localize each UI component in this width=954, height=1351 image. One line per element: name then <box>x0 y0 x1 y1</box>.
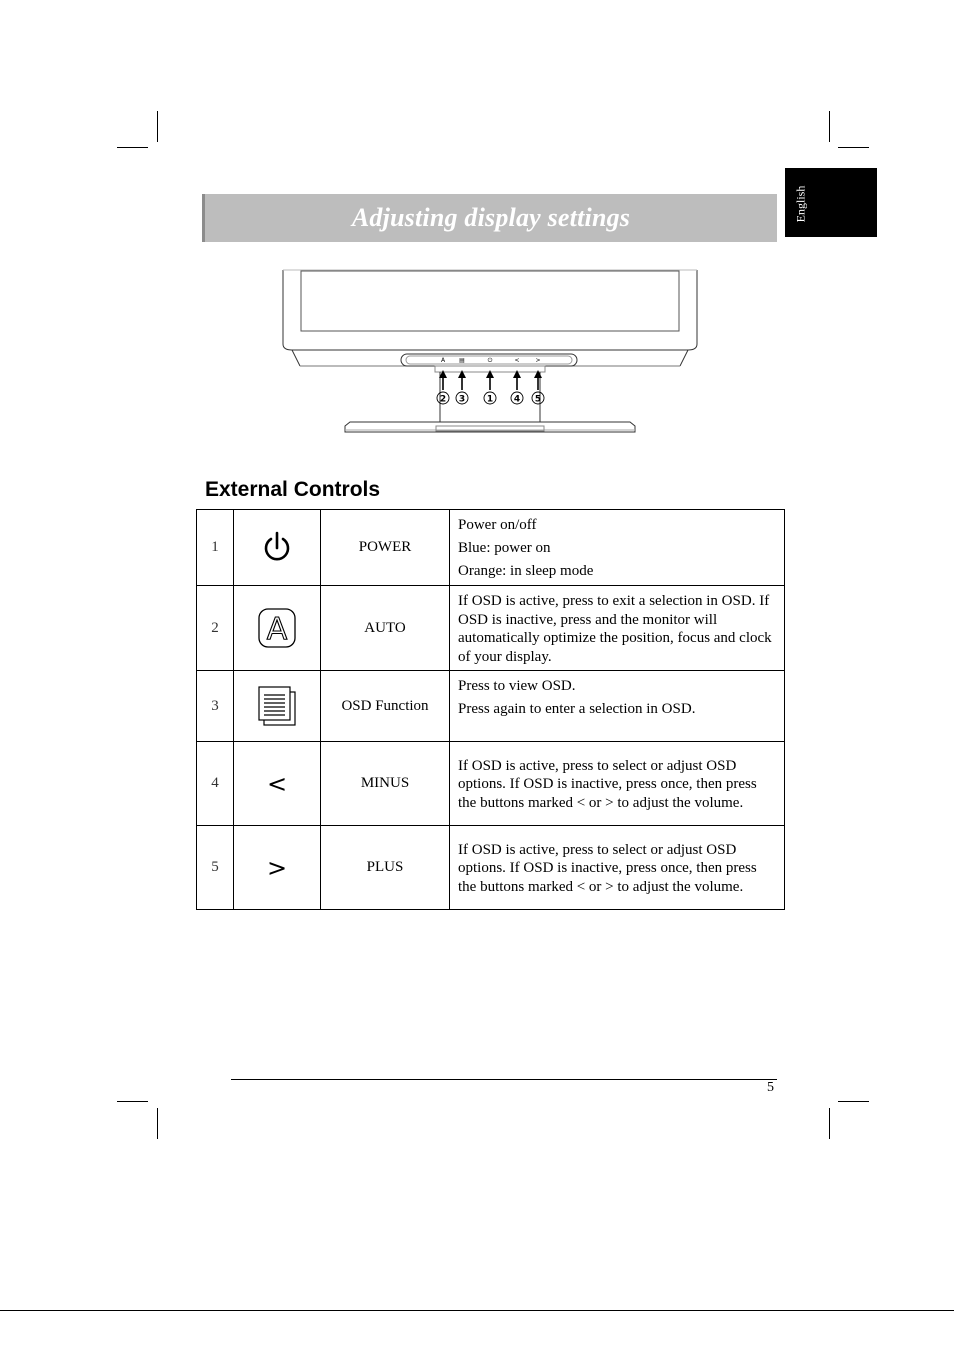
language-tab <box>785 168 877 237</box>
section-title: External Controls <box>205 478 381 501</box>
description-line: If OSD is active, press to select or adjust OSD options. If OSD is inactive, press once, then press the buttons marked < or > to adjust the volume. <box>458 757 757 811</box>
power-icon <box>262 531 292 565</box>
description-line: Orange: in sleep mode <box>458 563 594 580</box>
control-name: POWER <box>321 510 450 586</box>
control-name: OSD Function <box>321 671 450 742</box>
minus-icon: < <box>266 769 288 798</box>
control-icon-cell <box>234 742 321 826</box>
crop-mark <box>117 1101 148 1102</box>
control-icon-cell <box>234 510 321 586</box>
title-banner <box>202 194 777 242</box>
table-row <box>197 742 785 826</box>
control-description <box>450 671 785 742</box>
plus-icon: > <box>266 853 288 882</box>
crop-mark <box>157 1108 158 1139</box>
control-description <box>450 826 785 910</box>
control-number: 1 <box>197 510 234 586</box>
control-number: 5 <box>197 826 234 910</box>
description-line: If OSD is active, press to exit a selection in OSD. If OSD is inactive, press and the monitor will automatically optimize the position, focus and clock of your display. <box>458 593 772 665</box>
language-label: English <box>793 185 808 223</box>
control-number: 2 <box>197 586 234 671</box>
control-name: MINUS <box>321 742 450 826</box>
table-row <box>197 510 785 586</box>
description-line: If OSD is active, press to select or adjust OSD options. If OSD is inactive, press once, then press the buttons marked < or > to adjust the volume. <box>458 841 757 895</box>
control-name: AUTO <box>321 586 450 671</box>
control-icon-cell <box>234 586 321 671</box>
description-line: Press to view OSD. <box>458 678 576 694</box>
osd-menu-icon <box>257 685 297 727</box>
bezel-label: ▤ <box>459 357 465 364</box>
description-line: Blue: power on <box>458 540 551 557</box>
callout-number: 1 <box>486 394 494 405</box>
callout-number: 3 <box>458 394 466 405</box>
crop-mark <box>838 1101 869 1102</box>
callout-number: 2 <box>439 394 447 405</box>
table-row <box>197 826 785 910</box>
monitor-front-diagram <box>280 266 700 438</box>
auto-icon-letter: A <box>266 612 288 647</box>
crop-mark <box>838 147 869 148</box>
footer-rule <box>231 1079 777 1080</box>
control-icon-cell <box>234 826 321 910</box>
bezel-label: A <box>440 357 446 364</box>
table-row <box>197 671 785 742</box>
description-line: Power on/off <box>458 517 537 534</box>
crop-mark <box>829 1108 830 1139</box>
bezel-label: > <box>535 357 541 364</box>
control-description <box>450 742 785 826</box>
description-line: Press again to enter a selection in OSD. <box>458 701 696 717</box>
crop-mark <box>117 147 148 148</box>
control-description <box>450 510 785 586</box>
page-bottom-edge <box>0 1310 954 1311</box>
page-title: Adjusting display settings <box>351 203 631 232</box>
bezel-label: < <box>514 357 520 364</box>
control-number: 3 <box>197 671 234 742</box>
callout-number: 5 <box>534 394 542 405</box>
page-number: 5 <box>767 1080 774 1095</box>
control-description <box>450 586 785 671</box>
bezel-label: ⏻ <box>487 357 493 364</box>
auto-icon <box>258 608 296 648</box>
callout-number: 4 <box>513 394 521 405</box>
control-number: 4 <box>197 742 234 826</box>
crop-mark <box>157 111 158 142</box>
crop-mark <box>829 111 830 142</box>
control-name: PLUS <box>321 826 450 910</box>
controls-table <box>196 509 785 910</box>
table-row <box>197 586 785 671</box>
control-icon-cell <box>234 671 321 742</box>
